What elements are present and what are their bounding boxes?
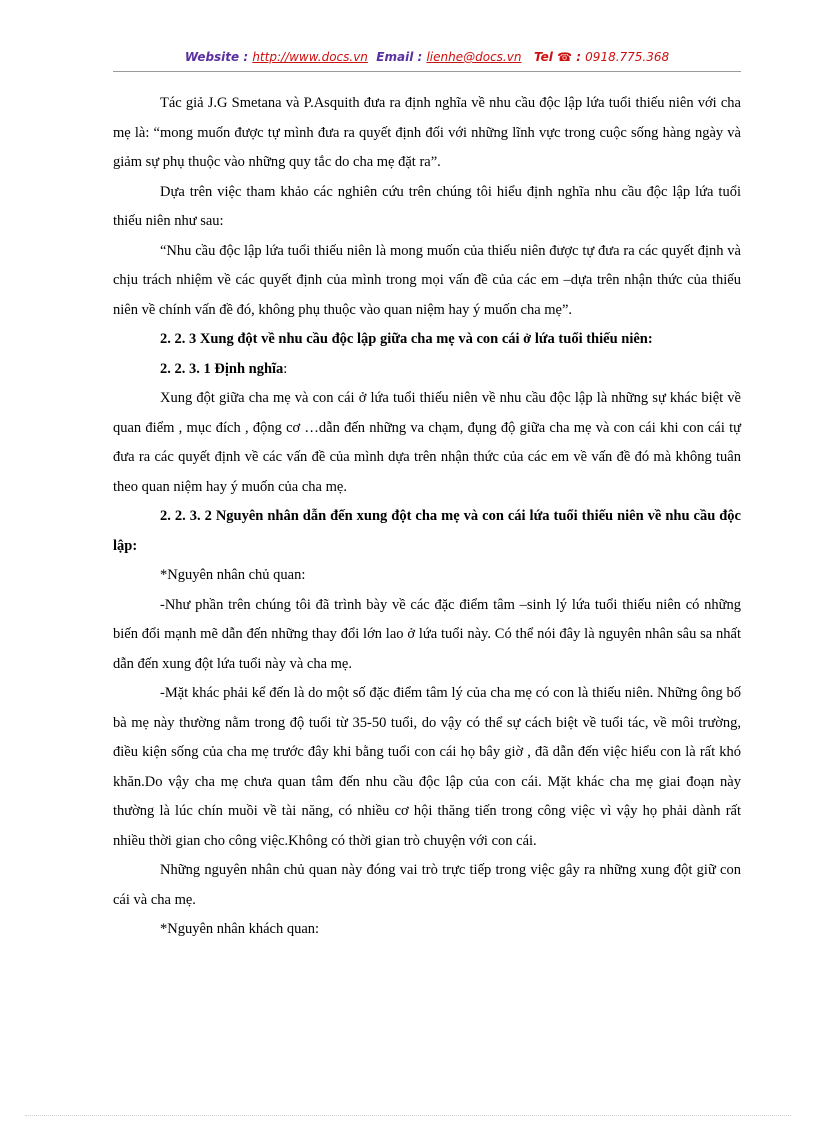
email-label: Email : — [376, 50, 427, 64]
paragraph-intro-definition: Dựa trên việc tham khảo các nghiên cứu trên chúng tôi hiểu định nghĩa nhu cầu độc lập lứa tuổi thiếu niên như sau: — [113, 183, 741, 229]
paragraph-psychophysiology: -Như phần trên chúng tôi đã trình bày về các đặc điểm tâm –sinh lý lứa tuổi thiếu niên có những biến đổi mạnh mẽ dẫn đến những thay đổi lớn lao ở lứa tuổi này. Có thể nói đây là nguyên nhân sâu sa nhất dẫn đến xung đột lứa tuổi này và cha mẹ. — [113, 596, 741, 672]
paragraph-subjective-role: Những nguyên nhân chủ quan này đóng vai trò trực tiếp trong việc gây ra những xung đột giữ con cái và cha mẹ. — [113, 862, 741, 908]
email-link[interactable]: lienhe@docs.vn — [426, 50, 522, 64]
page-header — [113, 50, 741, 70]
paragraph-quote-definition: “Nhu cầu độc lập lứa tuổi thiếu niên là mong muốn của thiếu niên được tự đưa ra các quyết định và chịu trách nhiệm về các quyết định của mình trong mọi vấn đề của các em –dựa trên nhận thức của thiếu niên về chính vấn đề đó, không phụ thuộc vào quan niệm hay ý muốn cha mẹ”. — [113, 242, 741, 318]
document-body — [113, 89, 741, 945]
subsection-heading-2-2-3-1 — [113, 355, 741, 385]
website-link[interactable]: http://www.docs.vn — [252, 50, 368, 64]
paragraph-conflict-definition: Xung đột giữa cha mẹ và con cái ở lứa tuổi thiếu niên về nhu cầu độc lập là những sự khác biệt về quan điểm , mục đích , động cơ …dẫn đến những va chạm, đụng độ giữa cha mẹ và con cái khi con cái tự đưa ra các quyết định về các vấn đề của mình dựa trên nhận thức của các em về vấn đề đó mà không tuân theo quan niệm hay ý muốn của cha mẹ. — [113, 390, 741, 495]
paragraph-subjective-causes-label: *Nguyên nhân chủ quan: — [160, 567, 306, 583]
header-divider — [113, 71, 741, 72]
subsection-heading-2-2-3-2: 2. 2. 3. 2 Nguyên nhân dẫn đến xung đột cha mẹ và con cái lứa tuổi thiếu niên về nhu cầu độc lập: — [113, 508, 741, 554]
tel-label: Tel ☎ : — [534, 50, 586, 64]
paragraph-objective-causes-label: *Nguyên nhân khách quan: — [160, 921, 320, 937]
footer-divider — [25, 1115, 791, 1116]
paragraph-definition-smetana: Tác giả J.G Smetana và P.Asquith đưa ra định nghĩa về nhu cầu độc lập lứa tuổi thiếu niên với cha mẹ là: “mong muốn được tự mình đưa ra quyết định đối với những lĩnh vực trong cuộc sống hàng ngày và giảm sự phụ thuộc vào những quy tắc do cha mẹ đặt ra”. — [113, 95, 741, 170]
subsection-title: 2. 2. 3. 1 Định nghĩa — [160, 360, 284, 377]
paragraph-parent-psychology: -Mặt khác phải kể đến là do một số đặc điểm tâm lý của cha mẹ có con là thiếu niên. Những ông bố bà mẹ này thường nằm trong độ tuổi từ 35-50 tuổi, do vậy có thể sự cách biệt về tuổi tác, về môi trường, điều kiện sống của cha mẹ trước đây khi bằng tuổi con cái họ bây giờ , đã dẫn đến việc hiểu con là rất khó khăn.Do vậy cha mẹ chưa quan tâm đến nhu cầu độc lập của con cái. Mặt khác cha mẹ giai đoạn này thường là lúc chín muồi về tài năng, có nhiều cơ hội thăng tiến trong công việc vì vậy họ phải dành rất nhiều thời gian cho công việc.Không có thời gian trò chuyện với con cái. — [113, 685, 741, 849]
subsection-colon: : — [283, 360, 288, 377]
website-label: Website : — [184, 50, 253, 64]
section-heading-2-2-3: 2. 2. 3 Xung đột về nhu cầu độc lập giữa cha mẹ và con cái ở lứa tuổi thiếu niên: — [160, 331, 653, 347]
tel-value: 0918.775.368 — [585, 50, 670, 64]
